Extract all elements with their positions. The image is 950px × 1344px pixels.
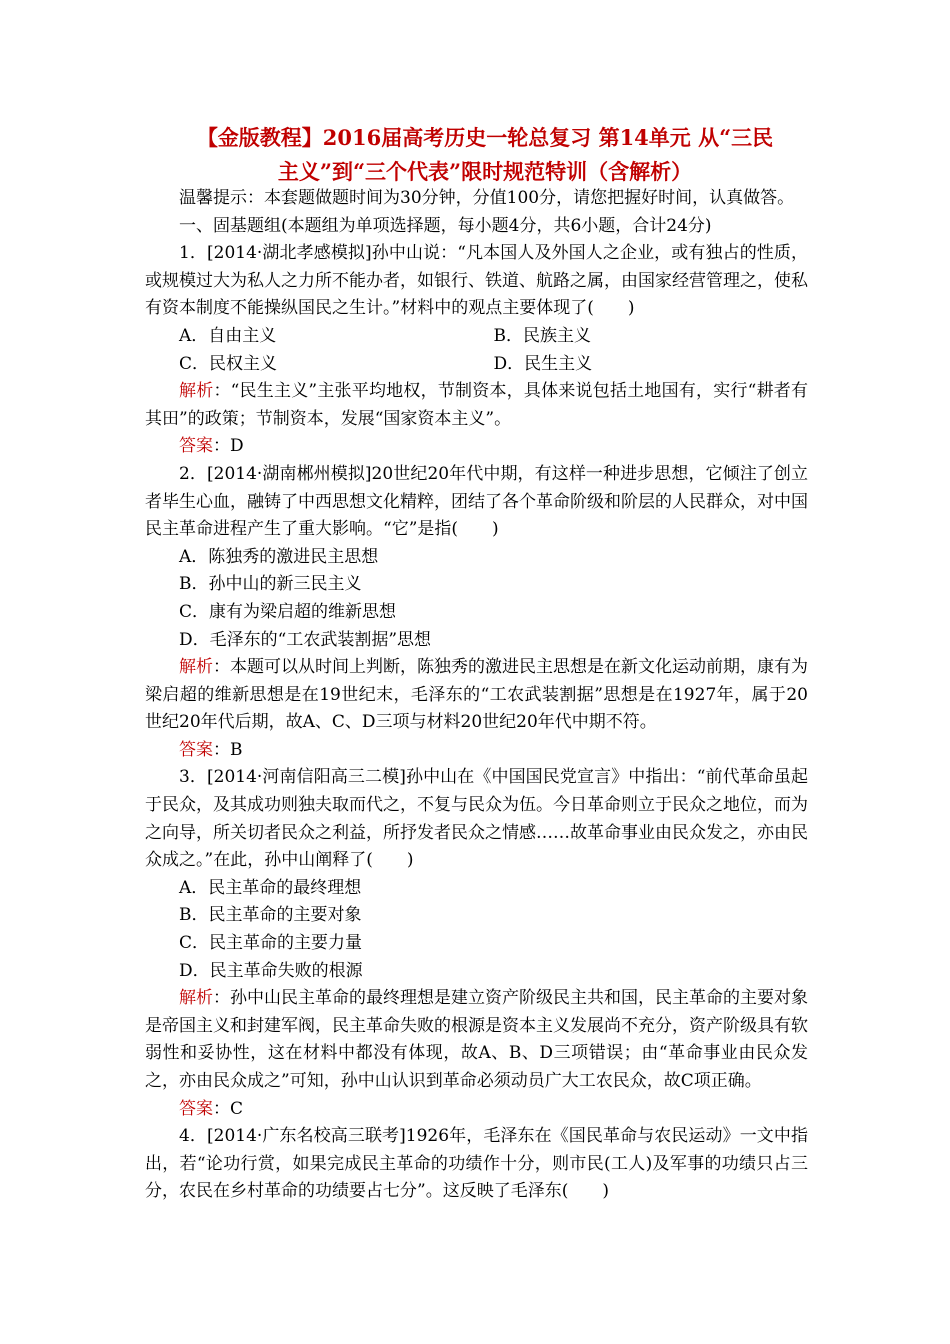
option-d: D．民主革命失败的根源 [179, 960, 363, 981]
answer-label: 答案 [179, 436, 213, 457]
option-c: C．康有为梁启超的维新思想 [179, 601, 397, 622]
title-line-1: 【金版教程】2016届高考历史一轮总复习 第14单元 从“三民 [196, 125, 774, 150]
question-2-analysis: 解析：本题可以从时间上判断，陈独秀的激进民主思想是在新文化运动前期，康有为梁启超的维新思想是在19世纪末，毛泽东的“工农武装割据”思想是在1927年，属于20世纪20年代后期，故A、C、D三项与材料20世纪20年代中期不符。 [145, 657, 808, 733]
question-1-options-row-1 [145, 323, 808, 351]
option-a: A．陈独秀的激进民主思想 [179, 546, 379, 567]
question-1-answer: 答案：D [179, 436, 244, 457]
question-4-stem: 4．[2014·广东名校高三联考]1926年，毛泽东在《国民革命与农民运动》一文中指出，若“论功行赏，如果完成民主革命的功绩作十分，则市民(工人)及军事的功绩只占三分，农民在乡村革命的功绩要占七分”。这反映了毛泽东( ) [145, 1126, 808, 1202]
question-1-stem: 1．[2014·湖北孝感模拟]孙中山说：“凡本国人及外国人之企业，或有独占的性质，或规模过大为私人之力所不能办者，如银行、铁道、航路之属，由国家经营管理之，使私有资本制度不能操纵国民之生计。”材料中的观点主要体现了( ) [145, 243, 808, 319]
question-3-answer: 答案：C [179, 1098, 244, 1119]
option-d: D．民生主义 [493, 353, 593, 374]
analysis-label: 解析 [179, 657, 213, 678]
option-a: A．自由主义 [179, 325, 277, 346]
option-b: B．民族主义 [493, 325, 591, 346]
option-b: B．民主革命的主要对象 [179, 905, 362, 926]
answer-label: 答案 [179, 1098, 213, 1119]
question-1-analysis: 解析：“民生主义”主张平均地权，节制资本，具体来说包括土地国有，实行“耕者有其田”的政策；节制资本，发展“国家资本主义”。 [145, 381, 809, 429]
option-d: D．毛泽东的“工农武装割据”思想 [179, 629, 432, 650]
option-c: C．民主革命的主要力量 [179, 933, 363, 954]
option-a: A．民主革命的最终理想 [179, 877, 362, 898]
document-body [145, 185, 808, 1206]
analysis-label: 解析 [179, 988, 213, 1009]
question-2-answer: 答案：B [179, 739, 243, 760]
question-3-analysis: 解析：孙中山民主革命的最终理想是建立资产阶级民主共和国，民主革命的主要对象是帝国主义和封建军阀，民主革命失败的根源是资本主义发展尚不充分，资产阶级具有软弱性和妥协性，这在材料中都没有体现，故A、B、D三项错误；由“革命事业由民众发之，亦由民众成之”可知，孙中山认识到革命必须动员广大工农民众，故C项正确。 [145, 988, 808, 1091]
question-3-stem: 3．[2014·河南信阳高三二模]孙中山在《中国国民党宣言》中指出：“前代革命虽起于民众，及其成功则独夫取而代之，不复与民众为伍。今日革命则立于民众之地位，而为之向导，所关切者民众之利益，所抒发者民众之情感……故革命事业由民众发之，亦由民众成之。”在此，孙中山阐释了( ) [145, 767, 808, 871]
option-c: C．民权主义 [179, 353, 278, 374]
section-heading: 一、固基题组(本题组为单项选择题，每小题4分，共6小题，合计24分) [179, 215, 712, 236]
question-2-stem: 2．[2014·湖南郴州模拟]20世纪20年代中期，有这样一种进步思想，它倾注了创立者毕生心血，融铸了中西思想文化精粹，团结了各个革命阶级和阶层的人民群众，对中国民主革命进程产生了重大影响。“它”是指( ) [145, 463, 808, 540]
title-line-2: 主义”到“三个代表”限时规范特训（含解析） [277, 159, 693, 184]
answer-label: 答案 [179, 739, 213, 760]
document-title [140, 121, 830, 189]
question-1-options-row-2 [145, 351, 808, 379]
tip-text: 温馨提示：本套题做题时间为30分钟，分值100分，请您把握好时间，认真做答。 [179, 188, 795, 208]
option-b: B．孙中山的新三民主义 [179, 574, 362, 595]
analysis-label: 解析 [179, 381, 214, 402]
